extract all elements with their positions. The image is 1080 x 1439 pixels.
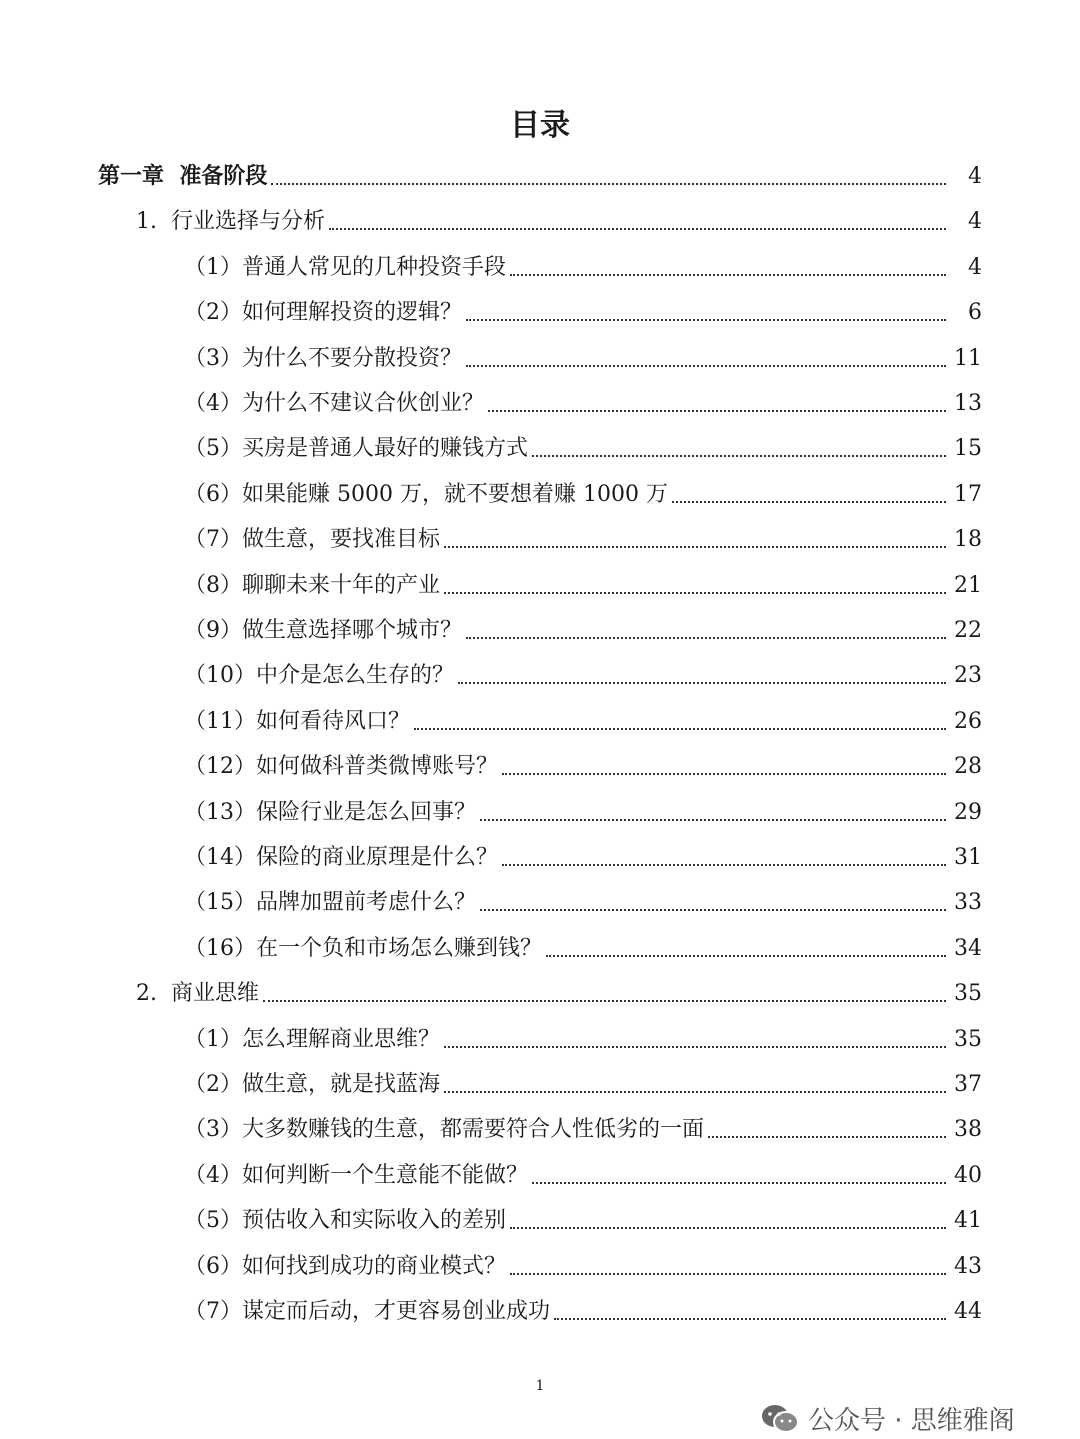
toc-entry-page: 18 [954,527,982,553]
toc-entry-page: 4 [968,209,982,235]
toc-entry-page: 43 [954,1253,982,1279]
dot-leader [480,909,946,911]
toc-entry-label: （4）为什么不建议合伙创业？ [184,391,484,416]
toc-entry-label: （13）保险行业是怎么回事？ [184,799,476,825]
wechat-icon [760,1403,800,1435]
toc-entry-label: （15）品牌加盟前考虑什么？ [184,890,476,916]
toc-entry[interactable] [0,1237,1080,1282]
toc-entry-page: 35 [954,981,982,1007]
toc-entry-page: 34 [954,935,982,961]
toc-entry-page: 13 [954,391,982,416]
toc-entry-label: （6）如果能赚 5000 万，就不要想着赚 1000 万 [184,481,668,507]
toc-entry[interactable] [0,1282,1080,1327]
toc-entry[interactable] [0,510,1080,555]
dot-leader [510,1273,946,1275]
dot-leader [444,1046,946,1048]
toc-entry-label: （16）在一个负和市场怎么赚到钱？ [184,935,542,961]
toc-entry[interactable] [0,374,1080,419]
toc-entry[interactable] [0,192,1080,237]
toc-entry-label: 1. 行业选择与分析 [136,209,325,235]
toc-entry-page: 33 [954,890,982,916]
dot-leader [466,637,946,639]
toc-entry-label: （2）做生意，就是找蓝海 [184,1072,440,1097]
toc-entry-page: 40 [954,1162,982,1188]
toc-entry[interactable] [0,1010,1080,1055]
toc-entry-label: （8）聊聊未来十年的产业 [184,572,440,598]
toc-entry-page: 4 [968,254,982,280]
toc-entry[interactable] [0,147,1080,192]
toc-entry-page: 28 [954,754,982,780]
dot-leader [458,682,946,684]
toc-entry-page: 22 [954,618,982,643]
toc-entry[interactable] [0,828,1080,873]
toc-entry-label: （12）如何做科普类微博账号？ [184,754,498,780]
toc-entry-label: 第一章 准备阶段 [98,164,268,189]
toc-entry[interactable] [0,329,1080,374]
toc-entry-page: 41 [954,1208,982,1234]
toc-entry-label: （7）做生意，要找准目标 [184,527,440,553]
toc-entry-page: 6 [968,300,982,326]
dot-leader [532,455,946,457]
toc-entry[interactable] [0,646,1080,691]
dot-leader [466,319,946,321]
toc-entry[interactable] [0,964,1080,1009]
dot-leader [444,546,946,548]
dot-leader [414,728,946,730]
dot-leader [510,274,946,276]
toc-entry-page: 11 [954,345,982,371]
page-title: 目录 [510,108,570,143]
dot-leader [488,410,946,412]
toc-entry[interactable] [0,1055,1080,1100]
toc-entry-label: （5）买房是普通人最好的赚钱方式 [184,436,528,462]
toc-entry-label: （4）如何判断一个生意能不能做？ [184,1162,528,1188]
toc-entry[interactable] [0,556,1080,601]
toc-entry-page: 44 [954,1299,982,1324]
toc-entry[interactable] [0,1146,1080,1191]
toc-entry[interactable] [0,737,1080,782]
toc-entry-page: 35 [954,1026,982,1052]
toc-entry[interactable] [0,283,1080,328]
toc-entry-label: （5）预估收入和实际收入的差别 [184,1208,506,1234]
toc-entry-page: 23 [954,663,982,689]
toc-entry-page: 4 [968,164,982,189]
toc-entry-page: 29 [954,799,982,825]
toc-entry[interactable] [0,692,1080,737]
dot-leader [263,1000,946,1002]
dot-leader [532,1182,946,1184]
toc-entry-label: （11）如何看待风口？ [184,708,410,734]
toc-entry[interactable] [0,238,1080,283]
toc-entry-page: 37 [954,1072,982,1097]
dot-leader [708,1136,946,1138]
toc-entry[interactable] [0,783,1080,828]
watermark [760,1400,1015,1437]
toc-entry-page: 31 [954,845,982,870]
toc-entry[interactable] [0,1100,1080,1145]
toc-entry-label: （1）怎么理解商业思维？ [184,1026,440,1052]
dot-leader [502,864,946,866]
toc-entry-label: （6）如何找到成功的商业模式？ [184,1253,506,1279]
toc-entry[interactable] [0,465,1080,510]
dot-leader [480,819,946,821]
dot-leader [502,773,946,775]
toc-entry-page: 15 [954,436,982,462]
toc-entry-page: 26 [954,708,982,734]
dot-leader [510,1227,946,1229]
dot-leader [329,228,946,230]
dot-leader [271,183,946,185]
toc-entry[interactable] [0,919,1080,964]
toc-entry[interactable] [0,873,1080,918]
dot-leader [444,592,946,594]
toc-entry-label: （3）大多数赚钱的生意，都需要符合人性低劣的一面 [184,1117,704,1143]
toc-entry-label: 2. 商业思维 [136,981,259,1007]
dot-leader [554,1318,946,1320]
toc-entry-label: （9）做生意选择哪个城市？ [184,618,462,643]
toc-entry[interactable] [0,1191,1080,1236]
toc-entry-label: （10）中介是怎么生存的？ [184,663,454,689]
dot-leader [546,955,946,957]
toc-entry[interactable] [0,419,1080,464]
dot-leader [672,501,946,503]
toc-entry-label: （14）保险的商业原理是什么？ [184,845,498,870]
dot-leader [444,1091,946,1093]
page-number: 1 [535,1378,545,1394]
toc-entry[interactable] [0,601,1080,646]
dot-leader [466,365,946,367]
toc-entry-label: （2）如何理解投资的逻辑？ [184,300,462,326]
toc-entry-page: 21 [954,572,982,598]
toc-entry-label: （1）普通人常见的几种投资手段 [184,254,506,280]
toc-entry-page: 38 [954,1117,982,1143]
watermark-text: 公众号 · 思维雅阁 [808,1406,1015,1436]
toc-entry-label: （3）为什么不要分散投资？ [184,345,462,371]
toc-entry-label: （7）谋定而后动，才更容易创业成功 [184,1299,550,1324]
toc-entry-page: 17 [954,481,982,507]
